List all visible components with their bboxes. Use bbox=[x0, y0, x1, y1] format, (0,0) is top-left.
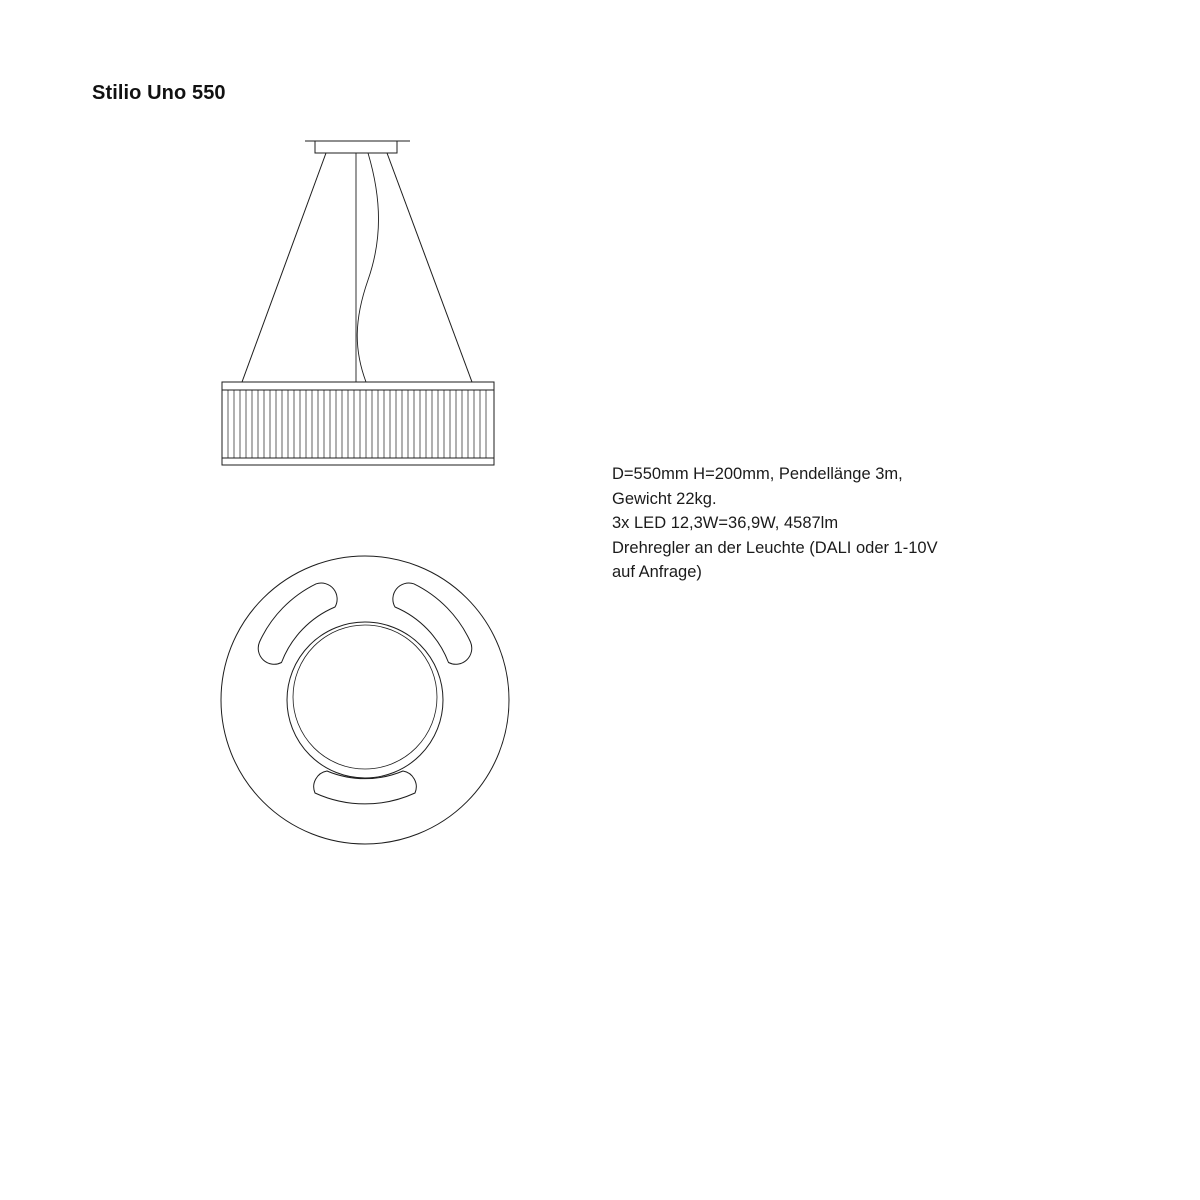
ring-segments bbox=[258, 583, 472, 804]
specification-text bbox=[612, 462, 1082, 585]
spec-line-led: 3x LED 12,3W=36,9W, 4587lm bbox=[612, 514, 839, 532]
cable-right bbox=[387, 153, 472, 382]
elevation-drawing bbox=[200, 120, 540, 490]
page-title: Stilio Uno 550 bbox=[92, 82, 226, 104]
segment-bottom bbox=[314, 771, 417, 804]
plan-svg bbox=[215, 545, 515, 855]
segment-top-right bbox=[393, 583, 472, 664]
shade-ribs bbox=[228, 390, 486, 458]
segment-top-left bbox=[258, 583, 337, 664]
diffuser-circle bbox=[293, 625, 437, 769]
cable-left bbox=[242, 153, 326, 382]
power-cord bbox=[357, 153, 378, 382]
spec-line-dimmer-1: Drehregler an der Leuchte (DALI oder 1-10V bbox=[612, 538, 938, 557]
plan-drawing bbox=[215, 545, 515, 855]
inner-circle bbox=[287, 622, 443, 778]
outer-circle bbox=[221, 556, 509, 844]
elevation-svg bbox=[200, 120, 540, 490]
spec-line-dimmer-2: auf Anfrage) bbox=[612, 563, 702, 581]
spec-line-weight: Gewicht 22kg. bbox=[612, 489, 717, 508]
shade-body bbox=[222, 382, 494, 465]
spec-line-dimensions: D=550mm H=200mm, Pendellänge 3m, bbox=[612, 465, 903, 483]
canopy bbox=[315, 141, 397, 153]
